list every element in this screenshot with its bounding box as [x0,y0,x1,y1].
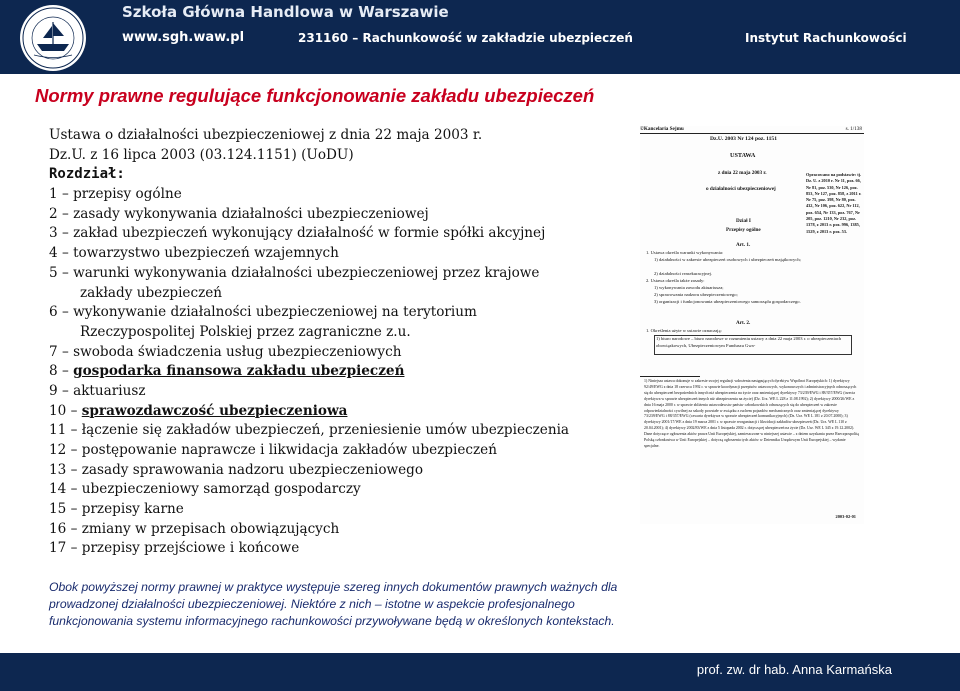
school-name: Szkoła Główna Handlowa w Warszawie [122,3,449,21]
sgh-logo [4,0,102,74]
highlight-finance: gospodarka finansowa zakładu ubezpieczeń [73,363,405,380]
doc-type: USTAWA [730,152,756,159]
list-item [49,362,619,382]
doc-footnotes: 1) Niniejsza ustawa dokonuje w zakresie swojej regulacji wdrożenia następujących dyrektyw Wspólnot Europejskich: 1) dyrektywy 92/49/EWG z dnia 18 czerwca 1992 r. w sprawie koordynacji przepisów ustawowych, wykonawczych i administracyjnych odnoszących się do ubezpieczeń bezpośrednich innych niż ubezpieczenia na życie oraz zmieniającej dyrektywy 73/239/EWG i 88/357/EWG (trzecia dyrektywa w sprawie ubezpieczeń innych niż ubezpieczenia na życie) (Dz. Urz. WE L 228 z 11.08.1992); 2) dyrektywy 2000/26/WE z dnia 16 maja 2000 r. w sprawie zbliżenia ustawodawstw państw członkowskich odnoszących się do ubezpieczeń w zakresie odpowiedzialności cywilnej za szkody powstałe w związku z ruchem pojazdów mechanicznych oraz zmieniającej dyrektywy 73/239/EWG i 88/357/EWG (czwarta dyrektywa w sprawie ubezpieczeń komunikacyjnych) (Dz. Urz. WE L 181 z 20.07.2000); 3) dyrektywy 2001/17/WE z dnia 19 marca 2001 r. w sprawie reorganizacji i likwidacji zakładów ubezpieczeń (Dz. Urz. WE L 110 z 20.04.2001); 4) dyrektywy 2002/83/WE z dnia 5 listopada 2002 r. dotyczącej ubezpieczeń na życie (Dz. Urz. WE L 345 z 19.12.2002). Dane dotyczące ogłoszenia aktów prawa Unii Europejskiej, zamieszczone w niniejszej ustawie – z dniem uzyskania przez Rzeczpospolitą Polską członkostwa w Unii Europejskiej – dotyczą ogłoszenia tych aktów w Dzienniku Urzędowym Unii Europejskiej – wydanie specjalne. [644,379,859,448]
doc-subject: o działalności ubezpieczeniowej [706,186,776,192]
list-item: 16 – zmiany w przepisach obowiązujących [49,520,340,537]
institute-name: Instytut Rachunkowości [745,31,907,45]
doc-art1-text: 1. Ustawa określa warunki wykonywania: [646,250,724,255]
list-item: 15 – przepisy karne [49,501,184,518]
list-item: 2 – zasady wykonywania działalności ubezpieczeniowej [49,205,429,222]
header-bar [0,0,960,74]
slide-title: Normy prawne regulujące funkcjonowanie zakładu ubezpieczeń [35,85,595,106]
doc-chapter-title: Przepisy ogólne [726,227,761,233]
doc-art2: Art. 2. [736,320,751,326]
doc-art1-item: 1) działalności w zakresie ubezpieczeń osobowych i ubezpieczeń majątkowych; [654,257,801,262]
list-item: 17 – przepisy przejściowe i końcowe [49,540,300,557]
website-link[interactable]: www.sgh.waw.pl [122,30,245,45]
doc-art1-item: 2) działalności reasekuracyjnej. [654,271,713,276]
list-item: 13 – zasady sprawowania nadzoru ubezpieczeniowego [49,461,424,478]
doc-art1-item: 3) organizacji i funkcjonowania ubezpieczeniowego samorządu gospodarczego. [654,299,801,304]
doc-publisher: ©Kancelaria Sejmu [640,126,684,132]
course-title: 231160 – Rachunkowość w zakładzie ubezpieczeń [298,31,633,45]
list-item: 6 – wykonywanie działalności ubezpieczeniowej na terytorium [49,304,477,321]
footer-note: Obok powyższej normy prawnej w praktyce występuje szereg innych dokumentów prawnych ważnych dla prowadzonej działalności ubezpieczeniowej. Niektóre z nich – istotne w aspekcie profesjonalnego funkcjonowania systemu informacyjnego rachunkowości przywoływane będą w określonych kontekstach. [49,580,618,628]
list-number: 10 – [49,402,82,419]
list-item: 7 – swoboda świadczenia usług ubezpieczeniowych [49,343,402,360]
doc-footnote-rule [640,376,700,377]
doc-art1-item: 2. Ustawa określa także zasady: [646,278,705,283]
list-item: 14 – ubezpieczeniowy samorząd gospodarczy [49,481,361,498]
footer-bar [0,653,960,691]
doc-rule [640,133,864,134]
doc-art1-item: 2) sprawowania nadzoru ubezpieczeniowego; [654,292,738,297]
list-item: 3 – zakład ubezpieczeń wykonujący działalność w formie spółki akcyjnej [49,225,546,242]
journal-line: Dz.U. z 16 lipca 2003 (03.124.1151) (UoDU) [49,146,354,163]
list-item: 11 – łączenie się zakładów ubezpieczeń, przeniesienie umów ubezpieczenia [49,422,570,439]
doc-date: z dnia 22 maja 2003 r. [718,170,767,176]
list-item-continued: Rzeczypospolitej Polskiej przez zagraniczne z.u. [80,323,411,340]
doc-art1: Art. 1. [736,242,751,248]
list-number: 8 – [49,363,74,380]
law-line: Ustawa o działalności ubezpieczeniowej z dnia 22 maja 2003 r. [49,127,483,143]
doc-art2-text: 1. Określenia użyte w ustawie oznaczają: [646,328,722,333]
doc-id: 2003-02-01 [835,514,856,519]
doc-journal: Dz.U. 2003 Nr 124 poz. 1151 [710,136,778,142]
doc-art2-item: 1) biuro narodowe – biuro narodowe w rozumieniu ustawy z dnia 22 maja 2003 r. o ubezpieczeniach obowiązkowych, Ubezpieczeniowym Funduszu Gwa- [656,336,842,348]
list-item: 5 – warunki wykonywania działalności ubezpieczeniowej przez krajowe [49,264,540,281]
doc-art1-item: 1) wykonywania zawodu aktuariusza; [654,285,724,290]
list-item: 1 – przepisy ogólne [49,186,182,203]
highlight-reporting: sprawozdawczość ubezpieczeniowa [81,402,348,419]
doc-side-note: Opracowano na podstawie: tj. Dz. U. z 2010 r. Nr 11, poz. 66, Nr 81, poz. 530, Nr 126, poz. 853, Nr 127, poz. 858, z 2011 r. Nr 75, poz. 398, Nr 80, poz. 432, Nr 106, poz. 622, Nr 112, poz. 654, Nr 133, poz. 767, Nr 205, poz. 1210, Nr 232, poz. 1378, z 2013 r. poz. 996, 1385, 1529, z 2013 r. poz. 53. [806,172,862,234]
author-name: prof. zw. dr hab. Anna Karmańska [696,662,892,677]
list-item: 12 – postępowanie naprawcze i likwidacja zakładów ubezpieczeń [49,442,497,458]
list-item: 9 – aktuariusz [49,382,146,399]
list-item: 4 – towarzystwo ubezpieczeń wzajemnych [49,245,339,262]
law-document-scan [640,126,864,524]
doc-chapter: Dział I [736,218,751,224]
main-content [49,126,619,559]
chapters-label: Rozdział: [49,166,125,183]
list-item [49,402,619,422]
list-item-continued: zakłady ubezpieczeń [80,284,223,301]
doc-page: s. 1/138 [845,126,862,132]
